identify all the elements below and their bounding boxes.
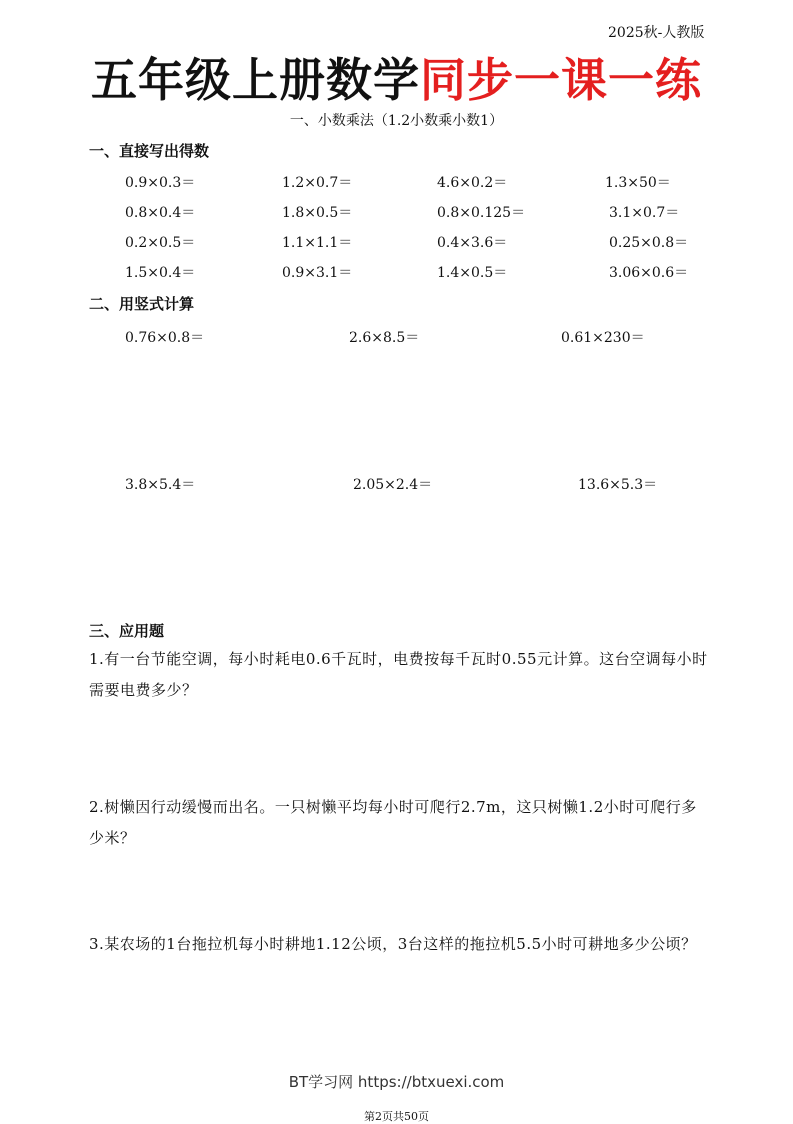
lesson-subtitle: 一、小数乘法（1.2小数乘小数1） [289, 113, 504, 129]
expression: 0.2×0.5＝ [125, 235, 196, 251]
edition-label: 2025秋-人教版 [608, 25, 705, 41]
vertical-calc-problem: 13.6×5.3＝ [578, 477, 658, 493]
page-number: 第2页共50页 [364, 1110, 429, 1123]
vertical-calc-problem: 0.76×0.8＝ [125, 330, 205, 346]
footer-site-link[interactable]: BT学习网 https://btxuexi.com [288, 1073, 505, 1091]
expression: 0.9×3.1＝ [282, 265, 353, 281]
vertical-calc-problem: 3.8×5.4＝ [125, 477, 196, 493]
vertical-calc-problem: 2.05×2.4＝ [353, 477, 433, 493]
title-red-part: 同步一课一练 [420, 53, 702, 107]
word-problem: 3.某农场的1台拖拉机每小时耕地1.12公顷，3台这样的拖拉机5.5小时可耕地多少公顷？ [89, 935, 697, 953]
expression: 3.06×0.6＝ [609, 265, 689, 281]
vertical-calc-problem: 2.6×8.5＝ [349, 330, 420, 346]
word-problem: 2.树懒因行动缓慢而出名。一只树懒平均每小时可爬行2.7m，这只树懒1.2小时可爬行多少米？ [89, 798, 697, 847]
expression: 1.5×0.4＝ [125, 265, 196, 281]
title-black-part: 五年级上册数学 [91, 53, 420, 107]
expression: 1.8×0.5＝ [282, 205, 353, 221]
expression: 1.2×0.7＝ [282, 175, 353, 191]
expression: 0.9×0.3＝ [125, 175, 196, 191]
expression: 0.25×0.8＝ [609, 235, 689, 251]
expression: 4.6×0.2＝ [437, 175, 508, 191]
expression: 0.8×0.125＝ [437, 205, 526, 221]
expression: 1.1×1.1＝ [282, 235, 353, 251]
expression: 1.4×0.5＝ [437, 265, 508, 281]
vertical-calc-problem: 0.61×230＝ [561, 330, 645, 346]
section-heading-direct-answers: 一、直接写出得数 [89, 142, 210, 160]
page-title [0, 44, 793, 110]
expression: 0.4×3.6＝ [437, 235, 508, 251]
word-problem: 1.有一台节能空调，每小时耗电0.6千瓦时，电费按每千瓦时0.55元计算。这台空调每小时需要电费多少？ [89, 650, 708, 699]
expression: 0.8×0.4＝ [125, 205, 196, 221]
expression: 1.3×50＝ [605, 175, 671, 191]
section-heading-vertical-calc: 二、用竖式计算 [89, 295, 195, 313]
section-heading-word-problems: 三、应用题 [89, 622, 165, 640]
expression: 3.1×0.7＝ [609, 205, 680, 221]
